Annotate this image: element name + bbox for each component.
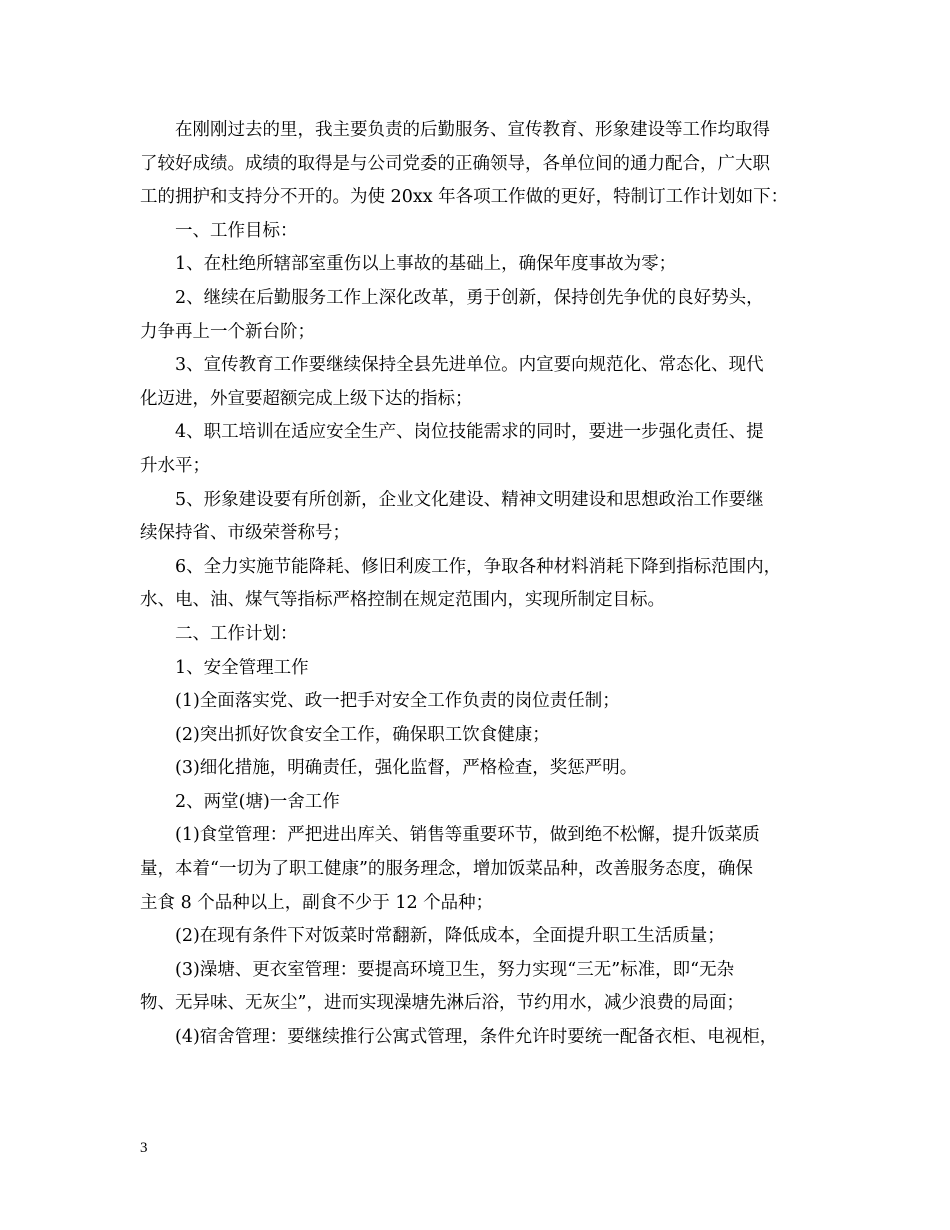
text-line: (1)全面落实党、政一把手对安全工作负责的岗位责任制； bbox=[175, 691, 620, 712]
text-line: 4、职工培训在适应安全生产、岗位技能需求的同时，要进一步强化责任、提 bbox=[175, 422, 764, 443]
page-number: 3 bbox=[140, 1140, 148, 1156]
text-line: 了较好成绩。成绩的取得是与公司党委的正确领导，各单位间的通力配合，广大职 bbox=[140, 153, 770, 174]
text-line: 1、在杜绝所辖部室重伤以上事故的基础上，确保年度事故为零； bbox=[175, 254, 677, 275]
text-line: 1、安全管理工作 bbox=[175, 657, 309, 678]
text-line: 主食 8 个品种以上，副食不少于 12 个品种； bbox=[140, 892, 494, 913]
text-line: (4)宿舍管理：要继续推行公寓式管理，条件允许时要统一配备衣柜、电视柜， bbox=[175, 1027, 778, 1048]
document-body bbox=[140, 114, 812, 1055]
text-line: 2、继续在后勤服务工作上深化改革，勇于创新，保持创先争优的良好势头， bbox=[175, 287, 764, 308]
text-line: 水、电、油、煤气等指标严格控制在规定范围内，实现所制定目标。 bbox=[140, 590, 665, 611]
text-line: 二、工作计划： bbox=[175, 623, 298, 644]
text-line: 在刚刚过去的里，我主要负责的后勤服务、宣传教育、形象建设等工作均取得 bbox=[175, 120, 770, 140]
text-line: (2)突出抓好饮食安全工作，确保职工饮食健康； bbox=[175, 724, 550, 745]
text-line: (3)澡塘、更衣室管理：要提高环境卫生，努力实现“三无”标准，即“无杂 bbox=[175, 959, 735, 980]
text-line: 量，本着“一切为了职工健康”的服务理念，增加饭菜品种，改善服务态度，确保 bbox=[140, 859, 753, 880]
text-line: 化迈进，外宣要超额完成上级下达的指标； bbox=[140, 388, 473, 409]
text-line: 物、无异味、无灰尘”，进而实现澡塘先淋后浴，节约用水，减少浪费的局面； bbox=[140, 993, 744, 1014]
text-line: (1)食堂管理：严把进出库关、销售等重要环节，做到绝不松懈，提升饭菜质 bbox=[175, 825, 760, 846]
text-line: 工的拥护和支持分不开的。为使 20xx 年各项工作做的更好，特制订工作计划如下： bbox=[140, 187, 789, 208]
text-line: 一、工作目标： bbox=[175, 220, 298, 241]
text-line: 力争再上一个新台阶； bbox=[140, 321, 315, 342]
text-line: (3)细化措施，明确责任，强化监督，严格检查，奖惩严明。 bbox=[175, 758, 638, 779]
text-line: (2)在现有条件下对饭菜时常翻新，降低成本，全面提升职工生活质量； bbox=[175, 926, 725, 947]
body-text bbox=[140, 114, 812, 1055]
text-line: 3、宣传教育工作要继续保持全县先进单位。内宣要向规范化、常态化、现代 bbox=[175, 355, 764, 376]
text-line: 5、形象建设要有所创新，企业文化建设、精神文明建设和思想政治工作要继 bbox=[175, 489, 764, 510]
text-line: 6、全力实施节能降耗、修旧利废工作，争取各种材料消耗下降到指标范围内， bbox=[175, 556, 782, 577]
text-line: 续保持省、市级荣誉称号； bbox=[140, 523, 350, 544]
text-line: 2、两堂(塘)一舍工作 bbox=[175, 791, 340, 812]
text-line: 升水平； bbox=[140, 455, 210, 476]
